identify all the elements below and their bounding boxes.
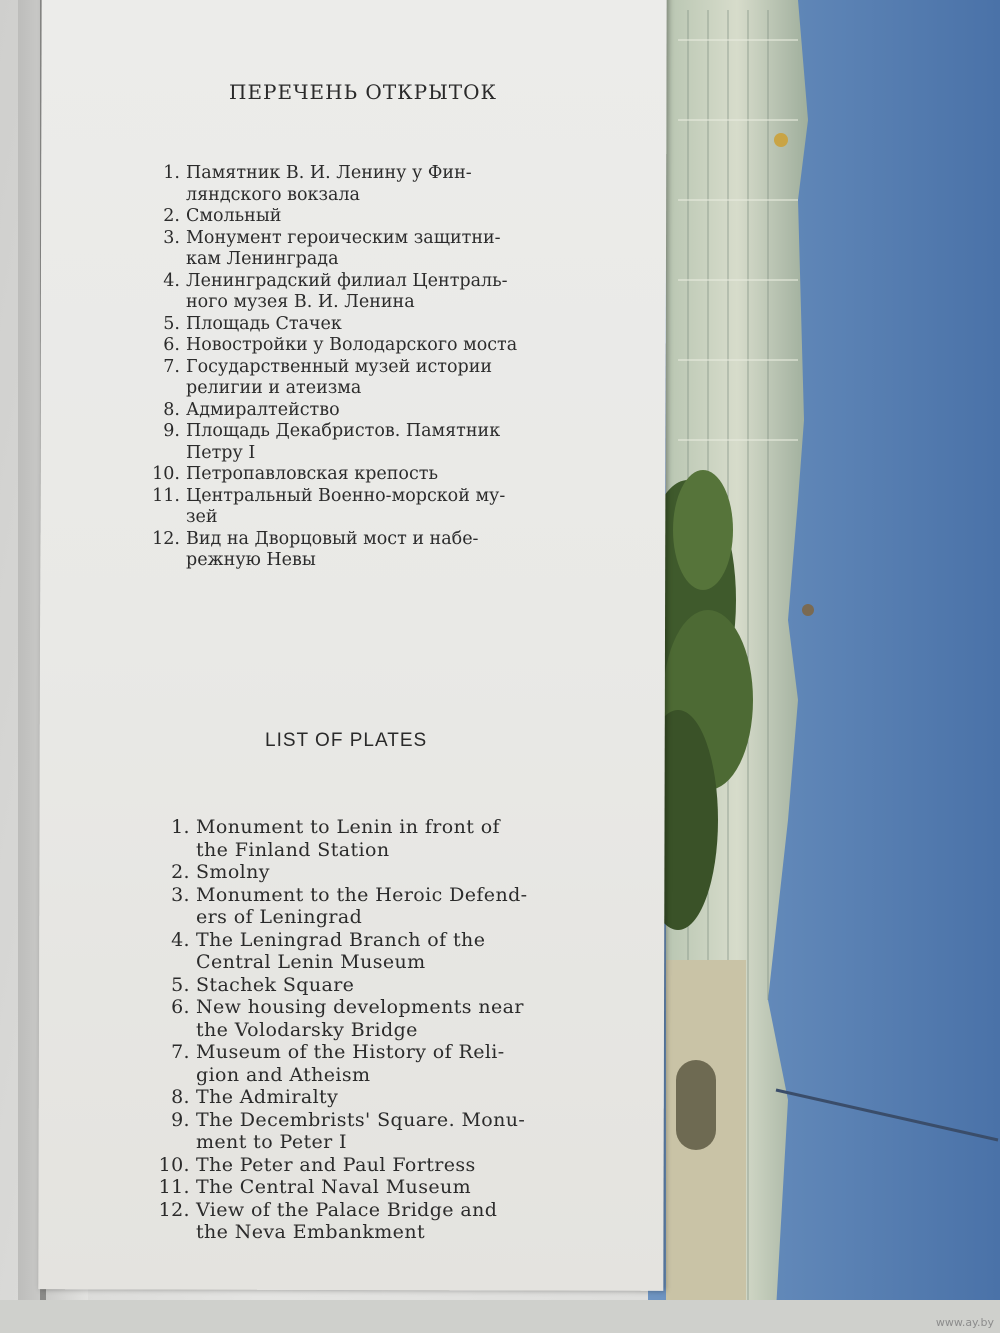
list-item bbox=[150, 1109, 552, 1154]
item-text: The Admiralty bbox=[196, 1086, 339, 1108]
item-number: 4. bbox=[171, 928, 190, 951]
list-item bbox=[150, 1041, 552, 1086]
item-number: 11. bbox=[158, 1176, 190, 1198]
item-number: 8. bbox=[163, 399, 180, 420]
list-item bbox=[140, 421, 555, 464]
item-number: 8. bbox=[171, 1086, 190, 1108]
list-item bbox=[140, 314, 555, 336]
item-text: Smolny bbox=[196, 861, 270, 883]
item-text: Петропавловская крепость bbox=[186, 464, 438, 484]
item-number: 5. bbox=[171, 973, 190, 996]
item-text: The Leningrad Branch of the Central Lenin Museum bbox=[196, 928, 486, 973]
list-item bbox=[150, 861, 552, 884]
item-number: 9. bbox=[163, 421, 180, 441]
list-item bbox=[150, 996, 552, 1041]
list-item bbox=[150, 1086, 552, 1109]
item-text: Stachek Square bbox=[196, 973, 355, 996]
list-item bbox=[140, 486, 555, 529]
item-number: 2. bbox=[171, 861, 190, 883]
list-item bbox=[140, 357, 555, 400]
postcard-photo bbox=[648, 0, 1000, 1310]
item-number: 10. bbox=[152, 464, 180, 484]
item-text: The Peter and Paul Fortress bbox=[196, 1153, 476, 1176]
list-item bbox=[140, 529, 555, 572]
item-number: 4. bbox=[163, 270, 180, 291]
item-text: Центральный Военно-морской му- зей bbox=[186, 485, 506, 527]
item-text: Площадь Декабристов. Памятник Петру I bbox=[186, 421, 501, 463]
item-number: 1. bbox=[171, 816, 190, 838]
item-number: 6. bbox=[171, 996, 190, 1018]
list-item bbox=[150, 884, 552, 929]
list-item bbox=[150, 974, 552, 997]
list-item bbox=[140, 400, 555, 422]
item-text: Monument to the Heroic Defend- ers of Leningrad bbox=[196, 883, 528, 928]
list-item bbox=[140, 335, 555, 357]
list-item bbox=[140, 464, 555, 486]
item-text: The Central Naval Museum bbox=[196, 1176, 472, 1198]
item-text: Адмиралтейство bbox=[186, 399, 340, 420]
item-text: Площадь Стачек bbox=[186, 313, 342, 334]
watermark: www.ay.by bbox=[935, 1316, 994, 1329]
item-number: 10. bbox=[158, 1153, 190, 1176]
item-number: 12. bbox=[152, 528, 180, 549]
item-number: 2. bbox=[163, 206, 180, 226]
item-number: 5. bbox=[163, 313, 180, 334]
list-item bbox=[140, 163, 555, 206]
list-item bbox=[140, 271, 555, 314]
item-number: 7. bbox=[171, 1041, 190, 1063]
item-text: Монумент героическим защитни- кам Ленинграда bbox=[186, 227, 501, 269]
item-number: 6. bbox=[163, 335, 180, 355]
russian-list bbox=[140, 163, 555, 572]
item-number: 9. bbox=[171, 1108, 190, 1131]
item-number: 1. bbox=[163, 163, 180, 183]
item-text: Новостройки у Володарского моста bbox=[186, 335, 518, 355]
item-text: Museum of the History of Reli- gion and Atheism bbox=[196, 1041, 505, 1086]
item-text: Смольный bbox=[186, 206, 282, 226]
list-item bbox=[150, 1154, 552, 1177]
list-item bbox=[150, 1199, 552, 1244]
item-number: 3. bbox=[171, 883, 190, 906]
surface-strip bbox=[0, 1300, 1000, 1333]
palace-embankment-image bbox=[648, 0, 1000, 1310]
list-item bbox=[150, 1176, 552, 1199]
list-item bbox=[150, 816, 552, 861]
item-text: New housing developments near the Volodarsky Bridge bbox=[196, 996, 524, 1041]
item-number: 11. bbox=[152, 485, 180, 506]
item-text: Вид на Дворцовый мост и набе- режную Невы bbox=[186, 528, 479, 570]
list-item bbox=[140, 228, 555, 271]
item-number: 3. bbox=[163, 227, 180, 248]
item-number: 12. bbox=[158, 1198, 190, 1221]
item-text: Ленинградский филиал Централь- ного музея В. И. Ленина bbox=[186, 270, 508, 312]
english-heading: LIST OF PLATES bbox=[265, 730, 428, 751]
english-list bbox=[150, 816, 552, 1244]
item-number: 7. bbox=[163, 356, 180, 377]
item-text: Государственный музей истории религии и атеизма bbox=[186, 356, 493, 398]
item-text: View of the Palace Bridge and the Neva Embankment bbox=[196, 1198, 498, 1243]
item-text: The Decembrists' Square. Monu- ment to Peter I bbox=[196, 1108, 526, 1153]
list-item bbox=[140, 206, 555, 228]
russian-heading: ПЕРЕЧЕНЬ ОТКРЫТОК bbox=[229, 80, 497, 104]
item-text: Памятник В. И. Ленину у Фин- ляндского вокзала bbox=[186, 163, 472, 205]
item-text: Monument to Lenin in front of the Finland Station bbox=[196, 816, 500, 861]
list-item bbox=[150, 929, 552, 974]
